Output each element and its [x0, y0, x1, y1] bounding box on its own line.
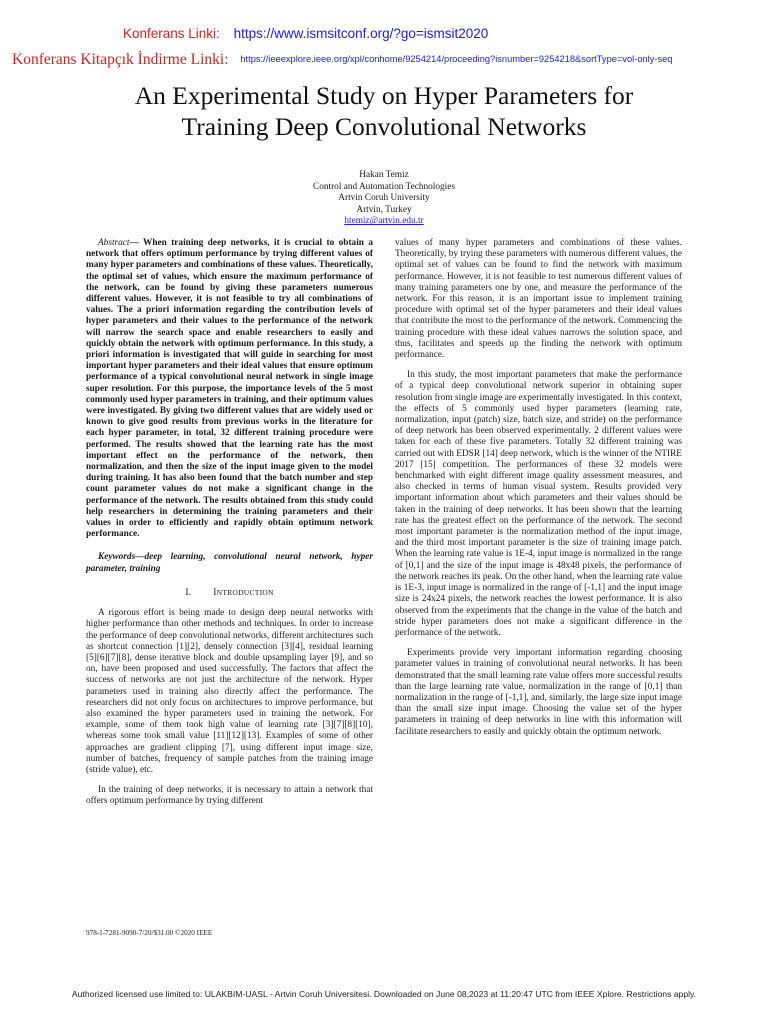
section-heading-introduction — [86, 587, 373, 599]
abstract-dash: — — [129, 238, 144, 248]
conference-link-row — [123, 26, 488, 41]
booklet-link-url[interactable]: https://ieeexplore.ieee.org/xpl/conhome/9254214/proceeding?isnumber=9254218&sortType=vol-only-seq — [240, 54, 673, 64]
right-paragraph-1: values of many hyper parameters and combinations of these values. Theoretically, by trying these parameters with numerous different values, the optimal set of values can be found to find the network with maximum performance. However, it is not feasible to test numerous different values of many training parameters one by one, and measure the performance of the network. For this reason, it is an important issue to implement training procedure with optimal set of the hyper parameters and their ideal values that contribute the most to the performance of the network. Commencing the training procedure with these ideal values narrows the solution space, and thus, facilitates and speeds up the finding the network with optimum performance. — [395, 238, 682, 361]
paper-title-line2: Training Deep Convolutional Networks — [181, 112, 587, 141]
paper-title-line1: An Experimental Study on Hyper Parameters for — [134, 81, 634, 110]
author-department: Control and Automation Technologies — [313, 181, 455, 192]
intro-paragraph-2: In the training of deep networks, it is necessary to attain a network that offers optimum performance by trying different — [86, 785, 373, 807]
license-footer: Authorized licensed use limited to: ULAKBIM-UASL - Artvin Coruh Universitesi. Downloaded on June 08,2023 at 11:20:47 UTC from IEEE Xplore. Restrictions apply. — [71, 989, 697, 999]
author-name: Hakan Temiz — [359, 170, 409, 180]
section-title-initial: I — [213, 587, 217, 598]
author-university: Artvin Coruh University — [338, 193, 430, 204]
author-block — [0, 170, 768, 228]
section-title-rest: NTRODUCTION — [216, 587, 274, 597]
right-column — [395, 238, 682, 738]
right-paragraph-3: Experiments provide very important information regarding choosing parameter values in training of convolutional neural networks. It has been demonstrated that the small learning rate value offers more successful results than the large learning rate value, normalization in the range of [0,1] than normalization in the range of [-1,1], and, similarly, the large size input image than the small size input image. Choosing the value set of the hyper parameters in training of deep networks in line with this information will facilitate researchers to easily and quickly obtain the optimum network. — [395, 648, 682, 737]
author-email-link[interactable]: htemiz@artvin.edu.tr — [344, 216, 424, 227]
booklet-link-row — [12, 51, 672, 69]
abstract-label: Abstract — [98, 238, 130, 248]
abstract — [86, 238, 373, 540]
conference-link-url[interactable]: https://www.ismsitconf.org/?go=ismsit2020 — [233, 26, 489, 41]
abstract-text: When training deep networks, it is crucial to obtain a network that offers optimum performance by trying different values of many hyper parameters and combinations of these values. Theoretically, the optimal set of values, which ensure the maximum performance of the network, can be found by giving these parameters numerous different values. However, it is not feasible to try all combinations of values. The a priori information regarding the contribution levels of hyper parameters and their values to the performance of the network will narrow the search space and enable researchers to easily and quickly obtain the network with optimum performance. In this study, a priori information is investigated that will guide in searching for most important hyper parameters and their ideal values that ensure optimum performance of a typical convolutional neural network in single image super resolution. For this purpose, the importance levels of the 5 most commonly used hyper parameters in training, and their optimum values were investigated. By giving two different values that are widely used or known to give good results from previous works in the literature for each hyper parameter, in total, 32 different training procedure were performed. The results showed that the learning rate has the most important effect on the performance of the network, then normalization, and then the size of the input image given to the model during training. It has also been found that the batch number and step count parameter values do not make a significant change in the performance of the network. The results obtained from this study could help researchers in determining the training parameters and their values in order to efficiently and rapidly obtain optimum network performance. — [86, 238, 373, 540]
keywords: Keywords—deep learning, convolutional neural network, hyper parameter, training — [86, 552, 373, 574]
copyright-notice: 978-1-7281-9090-7/20/$31.00 ©2020 IEEE — [86, 929, 213, 937]
intro-paragraph-1: A rigorous effort is being made to design deep neural networks with higher performance than other methods and techniques. In order to increase the performance of deep convolutional networks, different architectures such as shortcut connection [1][2], densely connection [3][4], residual learning [5][6][7][8], dense iterative block and double upsampling layer [9], and so on, have been proposed and used successfully. The factors that affect the success of networks are not just the architecture of the network. Hyper parameters used in training also directly affect the performance. The researchers did not only focus on architectures to improve performance, but also examined the hyper parameters used in training the network. For example, some of them took high value of learning rate [3][7][8][10], whereas some took small value [11][12][13]. Examples of some of other approaches are gradient clipping [7], using different input image size, number of batches, frequency of sample patches from the training image (stride value), etc. — [86, 608, 373, 775]
conference-link-label: Konferans Linki: — [123, 26, 220, 41]
author-location: Artvin, Turkey — [356, 204, 412, 215]
left-column — [86, 238, 373, 808]
booklet-link-label: Konferans Kitapçık İndirme Linki: — [12, 51, 229, 68]
section-number: I. — [185, 587, 192, 598]
paper-title — [0, 80, 768, 142]
right-paragraph-2: In this study, the most important parameters that make the performance of a typical deep convolutional network superior in obtaining super resolution from single image are experimentally investigated. In this context, the effects of 5 commonly used hyper parameters (learning rate, normalization, input (patch) size, batch size, and stride) on the performance of deep network has been observed experimentally. 2 different values were taken for each of these five parameters. Totally 32 different training was carried out with EDSR [14] deep network, which is the winner of the NTIRE 2017 [15] competition. The performances of these 32 models were benchmarked with eight different image quality assessment measures, and also checked in terms of human visual system. Results provided very important information about which parameters and their values should be taken in the training of deep networks. It has been shown that the learning rate has the greatest effect on the performance of the network. The second most important parameter is the normalization method of the input image, and the third most important parameter is the size of training image patch. When the learning rate value is 1E-4, input image is normalized in the range of [0,1] and the size of the input image is 48x48 pixels, the performance of the network reaches its peak. On the other hand, when the learning rate value is 1E-3, input image is normalized in the range of [-1,1] and the input image size is 24x24 pixels, the network reaches the lowest performance. It is also observed from the experiments that the change in the value of the batch and stride hyper parameters does not make a significant difference in the performance of the network. — [395, 370, 682, 638]
